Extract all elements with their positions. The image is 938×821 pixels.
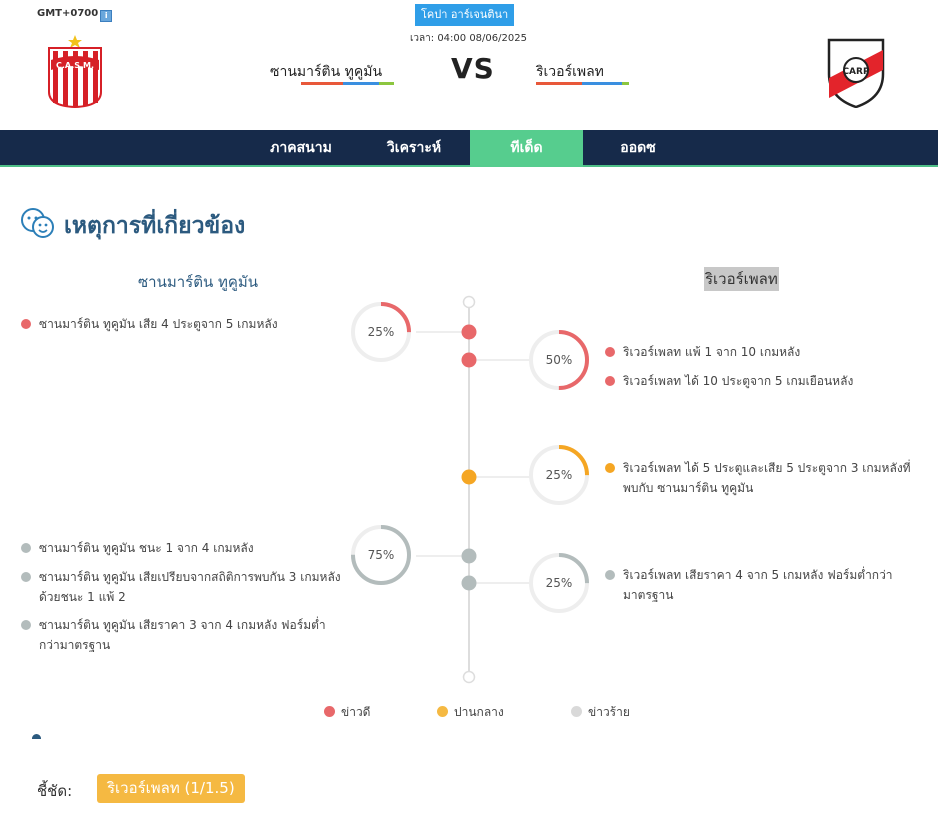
tab-analysis[interactable] [364,130,464,167]
legend-label: ข่าวร้าย [588,705,630,719]
away-team-underline [536,82,629,85]
ring-percent: 50% [545,353,573,367]
away-event-item [605,565,915,605]
legend-neutral [437,703,504,722]
tab-tips[interactable] [470,130,583,167]
event-text: ริเวอร์เพลท ได้ 10 ประตูจาก 5 เกมเยือนหลัง [623,374,854,388]
legend-dot [437,706,448,717]
tab-field[interactable] [251,130,351,167]
home-event-item [21,567,341,607]
league-badge[interactable]: โคปา อาร์เจนตินา [415,4,514,26]
timezone-text: GMT+0700 [37,8,99,19]
away-team-name[interactable]: ริเวอร์เพลท [536,64,604,80]
away-team-logo[interactable] [826,36,886,108]
timeline-dot-neutral [462,470,477,485]
timeline-dot-good [462,353,477,368]
info-icon[interactable]: i [100,10,112,22]
event-dot [21,543,31,553]
home-team-logo[interactable] [45,34,105,108]
ring-percent: 75% [367,548,395,562]
legend-dot [324,706,335,717]
tab-tips-label: ทีเด็ด [510,140,543,156]
home-column-title: ซานมาร์ติน ทูคูมัน [138,273,259,291]
tip-badge[interactable]: ริเวอร์เพลท (1/1.5) [97,774,245,803]
away-event-item [605,371,915,391]
kickoff-time: เวลา: 04:00 08/06/2025 [410,33,527,44]
event-dot [605,463,615,473]
tip-label: ชี้ชัด: [37,782,73,800]
timeline-end-dot [464,672,475,683]
percent-ring-home-bad [350,524,412,586]
event-text: ริเวอร์เพลท เสียราคา 4 จาก 5 เกมหลัง ฟอร์มต่ำกว่ามาตรฐาน [623,568,893,602]
ring-percent: 25% [545,576,573,590]
event-text: ริเวอร์เพลท แพ้ 1 จาก 10 เกมหลัง [623,345,801,359]
home-event-item [21,314,341,334]
percent-ring-away-good [528,329,590,391]
percent-ring-home-good [350,301,412,363]
event-text: ซานมาร์ติน ทูคูมัน ชนะ 1 จาก 4 เกมหลัง [39,541,254,555]
away-event-item [605,342,915,362]
away-logo-text: CARP [842,67,870,77]
home-team-name[interactable]: ซานมาร์ติน ทูคูมัน [270,64,383,80]
ring-percent: 25% [367,325,395,339]
tab-field-label: ภาคสนาม [270,140,332,156]
event-dot [21,319,31,329]
home-event-item [21,615,341,655]
event-dot [605,570,615,580]
event-dot [21,572,31,582]
timeline-dot-bad [462,576,477,591]
tab-odds[interactable] [588,130,688,167]
section-marker-icon [32,734,41,739]
legend-dot [571,706,582,717]
away-event-item [605,458,920,498]
legend-good [324,703,370,722]
percent-ring-away-bad [528,552,590,614]
event-text: ซานมาร์ติน ทูคูมัน เสียราคา 3 จาก 4 เกมหลัง ฟอร์มต่ำกว่ามาตรฐาน [39,618,326,652]
home-logo-text: C.A.S.M. [55,61,95,70]
smiley-faces-icon [20,207,56,239]
percent-ring-away-neutral [528,444,590,506]
home-team-underline [301,82,394,85]
event-text: ซานมาร์ติน ทูคูมัน เสียเปรียบจากสถิติการพบกัน 3 เกมหลังด้วยชนะ 1 แพ้ 2 [39,570,341,604]
home-event-item [21,538,341,558]
ring-percent: 25% [545,468,573,482]
timeline-start-dot [464,297,475,308]
timezone-label[interactable] [37,8,112,22]
away-column-title: ริเวอร์เพลท [704,267,779,291]
section-title: เหตุการที่เกี่ยวข้อง [64,213,246,239]
legend-bad [571,703,630,722]
match-header [0,0,938,130]
tab-odds-label: ออดซ [620,140,656,156]
event-text: ซานมาร์ติน ทูคูมัน เสีย 4 ประตูจาก 5 เกมหลัง [39,317,278,331]
legend-label: ปานกลาง [454,705,504,719]
event-text: ริเวอร์เพลท ได้ 5 ประตูและเสีย 5 ประตูจาก 3 เกมหลังที่พบกับ ซานมาร์ติน ทูคูมัน [623,461,911,495]
event-dot [605,376,615,386]
timeline-dot-bad [462,549,477,564]
event-dot [21,620,31,630]
main-nav [0,130,938,167]
event-dot [605,347,615,357]
tab-analysis-label: วิเคราะห์ [386,140,442,156]
vs-label: VS [451,52,495,85]
timeline-dot-good [462,325,477,340]
legend-label: ข่าวดี [341,705,371,719]
